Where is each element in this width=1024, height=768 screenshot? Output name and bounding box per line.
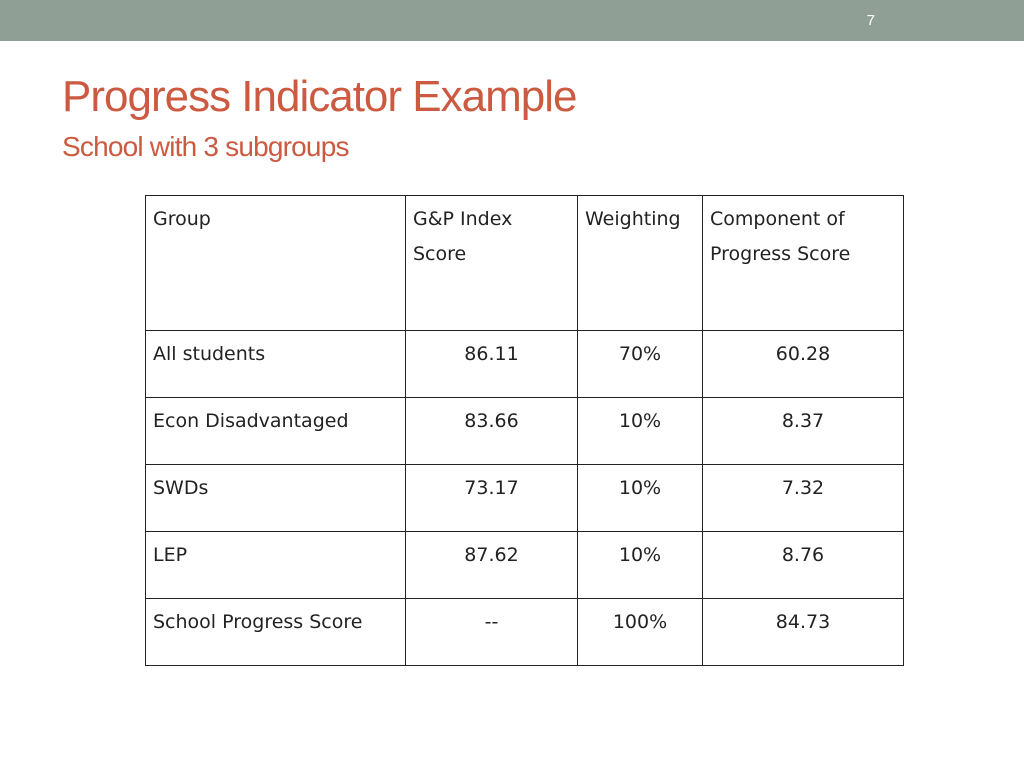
cell-group: Econ Disadvantaged (146, 398, 406, 465)
header-weighting: Weighting (578, 196, 703, 331)
cell-group: LEP (146, 532, 406, 599)
table-header-row (146, 196, 904, 331)
header-gp-index-score (406, 196, 578, 331)
table-row-total (146, 599, 904, 666)
header-component-line2: Progress Score (710, 243, 851, 265)
slide-number: 7 (866, 12, 875, 29)
cell-group: All students (146, 331, 406, 398)
cell-weighting: 100% (578, 599, 703, 666)
header-component (703, 196, 904, 331)
cell-component: 8.76 (703, 532, 904, 599)
header-gp-index-score-line2: Score (413, 243, 467, 265)
cell-weighting: 10% (578, 398, 703, 465)
table-row (146, 465, 904, 532)
cell-weighting: 10% (578, 465, 703, 532)
cell-weighting: 70% (578, 331, 703, 398)
cell-score: 86.11 (406, 331, 578, 398)
cell-component: 8.37 (703, 398, 904, 465)
header-gp-index-score-line1: G&P Index (413, 208, 513, 230)
cell-component: 7.32 (703, 465, 904, 532)
header-component-line1: Component of (710, 208, 845, 230)
cell-score: -- (406, 599, 578, 666)
slide-subtitle: School with 3 subgroups (62, 131, 349, 162)
cell-group: SWDs (146, 465, 406, 532)
cell-group: School Progress Score (146, 599, 406, 666)
top-bar (0, 0, 1024, 41)
cell-score: 83.66 (406, 398, 578, 465)
header-group: Group (146, 196, 406, 331)
cell-score: 87.62 (406, 532, 578, 599)
cell-component-total: 84.73 (703, 599, 904, 666)
table-row (146, 331, 904, 398)
slide-title: Progress Indicator Example (62, 72, 577, 121)
cell-component: 60.28 (703, 331, 904, 398)
cell-score: 73.17 (406, 465, 578, 532)
table-row (146, 398, 904, 465)
table-row (146, 532, 904, 599)
progress-table (145, 195, 904, 666)
cell-weighting: 10% (578, 532, 703, 599)
